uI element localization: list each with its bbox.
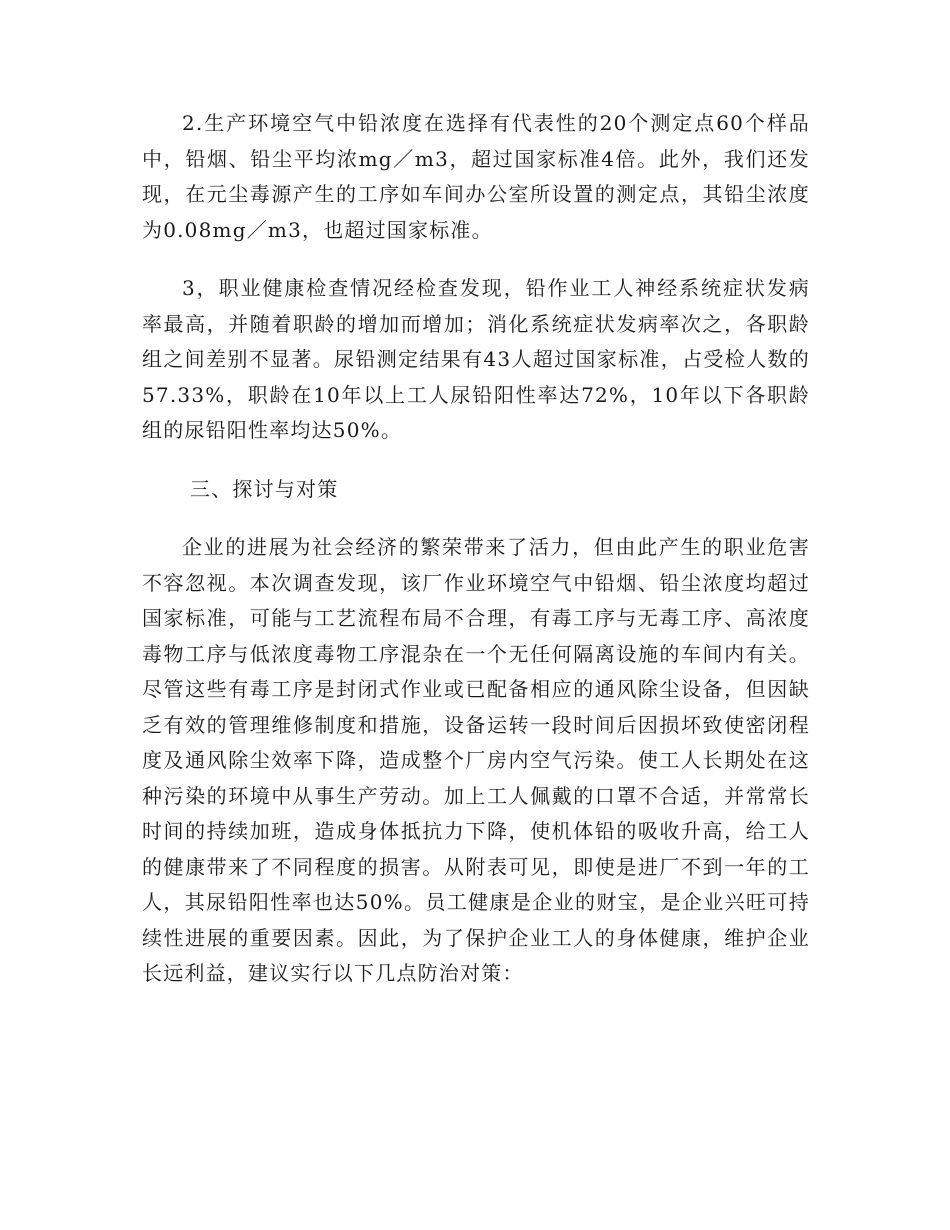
section-heading-discussion: 三、探讨与对策: [190, 476, 339, 501]
paragraph-discussion: 企业的进展为社会经济的繁荣带来了活力，但由此产生的职业危害不容忽视。本次调查发现，该厂作业环境空气中铅烟、铅尘浓度均超过国家标准，可能与工艺流程布局不合理，有毒工序与无毒工序、高浓度毒物工序与低浓度毒物工序混杂在一个无任何隔离设施的车间内有关。尽管这些有毒工序是封闭式作业或已配备相应的通风除尘设备，但因缺乏有效的管理维修制度和措施，设备运转一段时间后因损坏致使密闭程度及通风除尘效率下降，造成整个厂房内空气污染。使工人长期处在这种污染的环境中从事生产劳动。加上工人佩戴的口罩不合适，并常常长时间的持续加班，造成身体抵抗力下降，使机体铅的吸收升高，给工人的健康带来了不同程度的损害。从附表可见，即使是进厂不到一年的工人，其尿铅阳性率也达50%。员工健康是企业的财宝，是企业兴旺可持续性进展的重要因素。因此，为了保护企业工人的身体健康，维护企业长远利益，建议实行以下几点防治对策：: [142, 535, 810, 985]
document-body: [142, 106, 810, 992]
paragraph-air-lead-concentration: 2.生产环境空气中铅浓度在选择有代表性的20个测定点60个样品中，铅烟、铅尘平均浓mg／m3，超过国家标准4倍。此外，我们还发现，在元尘毒源产生的工序如车间办公室所设置的测定点，其铅尘浓度为0.08mg／m3，也超过国家标准。: [142, 111, 810, 242]
paragraph-health-examination: 3，职业健康检查情况经检查发现，铅作业工人神经系统症状发病率最高，并随着职龄的增加而增加；消化系统症状发病率次之，各职龄组之间差别不显著。尿铅测定结果有43人超过国家标准，占受检人数的57.33%，职龄在10年以上工人尿铅阳性率达72%，10年以下各职龄组的尿铅阳性率均达50%。: [142, 276, 810, 442]
